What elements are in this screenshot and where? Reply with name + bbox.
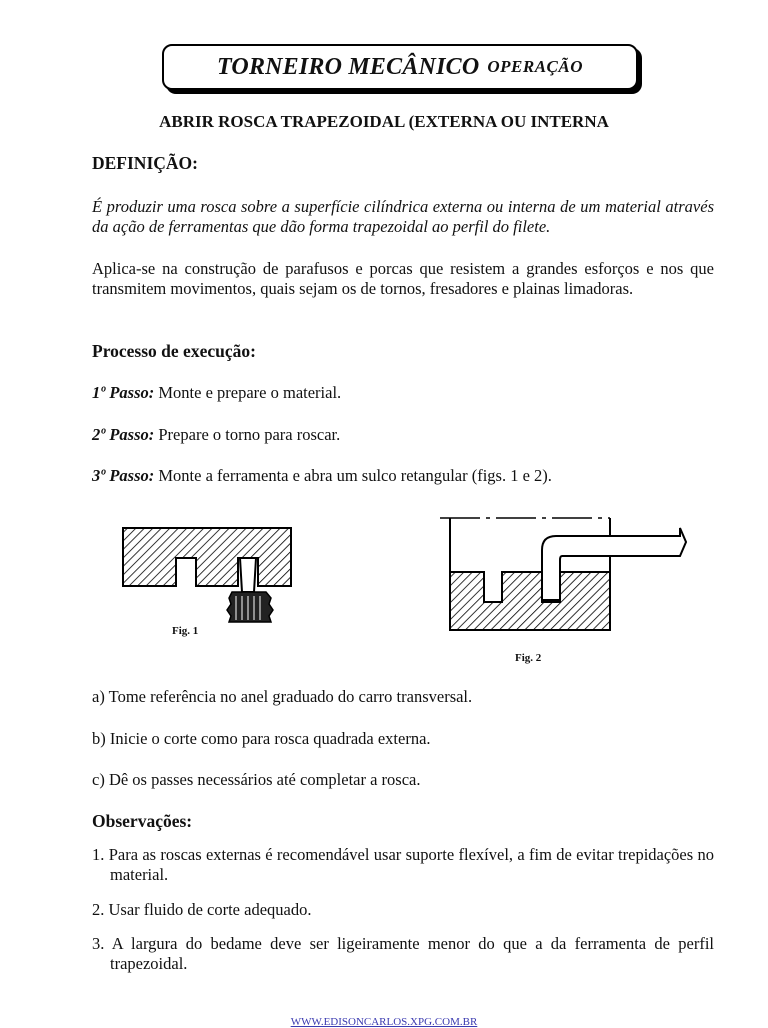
- step-1-text: Monte e prepare o material.: [154, 383, 342, 402]
- observation-1: 1. Para as roscas externas é recomendável usar suporte flexível, a fim de evitar trepidações no material.: [92, 845, 714, 884]
- substep-c: c) Dê os passes necessários até completar a rosca.: [92, 770, 421, 789]
- observation-2: 2. Usar fluido de corte adequado.: [92, 900, 312, 919]
- step-1: [92, 383, 341, 403]
- figure-2-drawing: [432, 510, 687, 665]
- operation-subtitle: ABRIR ROSCA TRAPEZOIDAL (EXTERNA OU INTERNA: [159, 112, 609, 131]
- definition-heading: DEFINIÇÃO:: [92, 153, 198, 173]
- application-text: Aplica-se na construção de parafusos e porcas que resistem a grandes esforços e nos que transmitem movimentos, quais sejam os de tornos, fresadores e plainas limadoras.: [92, 259, 714, 298]
- step-2-text: Prepare o torno para roscar.: [154, 425, 341, 444]
- page-title: TORNEIRO MECÂNICO: [216, 53, 480, 80]
- step-3-label: 3º Passo:: [92, 466, 155, 485]
- observations-heading: Observações:: [92, 811, 193, 831]
- page-title-suffix: OPERAÇÃO: [487, 57, 583, 76]
- substep-b: b) Inicie o corte como para rosca quadrada externa.: [92, 729, 431, 748]
- process-heading: Processo de execução:: [92, 341, 256, 361]
- footer-link[interactable]: WWW.EDISONCARLOS.XPG.COM.BR: [290, 1016, 478, 1028]
- step-3: [92, 466, 552, 486]
- step-1-label: 1º Passo:: [92, 383, 155, 402]
- step-2: [92, 425, 340, 445]
- observation-3: 3. A largura do bedame deve ser ligeiramente menor do que a da ferramenta de perfil trapezoidal.: [92, 934, 714, 973]
- substep-a: a) Tome referência no anel graduado do carro transversal.: [92, 687, 473, 706]
- figure-1-drawing: [118, 520, 298, 645]
- step-3-text: Monte a ferramenta e abra um sulco retangular (figs. 1 e 2).: [154, 466, 552, 485]
- figure-1-label: Fig. 1: [172, 625, 199, 637]
- title-box: [162, 44, 638, 90]
- definition-text: É produzir uma rosca sobre a superfície cilíndrica externa ou interna de um material através da ação de ferramentas que dão forma trapezoidal ao perfil do filete.: [92, 197, 714, 236]
- step-2-label: 2º Passo:: [92, 425, 155, 444]
- figure-2-label: Fig. 2: [515, 652, 542, 664]
